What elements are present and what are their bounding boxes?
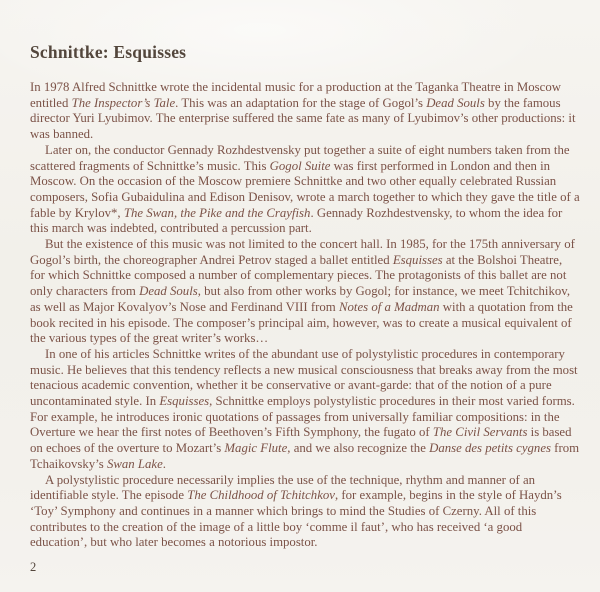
text-run: In 1978 Alfred Schnittke wrote the incidental music for a production at the Taganka Theatre in Moscow entitled [30,80,561,110]
italic-text-run: The Swan, the Pike and the Crayfish [123,205,311,220]
text-run: , but also from other works by Gogol; for instance, we meet Tchitchikov, as well as Major Kovalyov’s Nose and Ferdinand VIII from [30,284,571,314]
italic-text-run: Esquisses [159,394,210,409]
text-run: But the existence of this music was not limited to the concert hall. In 1985, for the 175th anniversary of Gogol’s birth, the choreographer Andrei Petrov staged a ballet entitled [30,237,575,267]
italic-text-run: Notes of a Madman [338,299,440,314]
body-text [30,80,580,551]
italic-text-run: Gogol Suite [269,158,331,173]
italic-text-run: Dead Souls [139,284,198,299]
body-paragraph [30,347,580,473]
text-run: . This was an adaptation for the stage of Gogol’s [175,95,427,110]
text-run: by the famous director Yuri Lyubimov. The enterprise suffered the same fate as many of Lyubimov’s other productions: it was banned. [30,95,576,142]
text-run: at the Bolshoi Theatre, for which Schnittke composed a number of complementary pieces. The protagonists of this ballet are not only characters from [30,252,567,299]
text-run: was first performed in London and then in Moscow. On the occasion of the Moscow premiere Schnittke and two other equally celebrated Russian composers, Sofia Gubaidulina and Edison Denisov, wrote a march together to which they gave the title of a fable by Krylov*, [30,158,580,220]
italic-text-run: The Inspector’s Tale [71,95,176,110]
text-run: A polystylistic procedure necessarily implies the use of the technique, rhythm and manner of an identifiable style. The episode [30,472,536,503]
italic-text-run: Dead Souls [426,95,485,110]
page-number: 2 [30,560,37,574]
text-run: with a quotation from the book recited in his episode. The composer’s principal aim, however, was to create a musical equivalent of the various types of the great writer’s works… [30,299,573,346]
text-run: , Schnittke employs polystylistic procedures in their most varied forms. For example, he introduces ironic quotations of passages from universally familiar compositions: in the Overture we hear the first notes of Beethoven’s Fifth Symphony, the fugato of [30,394,575,440]
body-paragraph [30,473,580,552]
text-run: , and we also recognize the [287,441,430,456]
page-title: Schnittke: Esquisses [30,42,187,62]
body-paragraph [30,143,580,237]
italic-text-run: Esquisses [392,252,443,267]
text-run: from Tchaikovsky’s [30,441,580,471]
italic-text-run: The Civil Servants [432,425,528,440]
italic-text-run: Magic Flute [224,441,288,456]
body-paragraph [30,237,580,347]
body-paragraph [30,80,580,143]
italic-text-run: Danse des petits cygnes [429,441,551,456]
text-run: . [162,456,166,471]
text-run: In one of his articles Schnittke writes of the abundant use of polystylistic procedures in contemporary music. He believes that this tendency reflects a new musical consciousness that breaks away from the most tenacious academic convention, whether it be conservative or avant-garde: that of the notion of a pure uncontaminated style. In [30,346,578,409]
text-run: , for example, begins in the style of Haydn’s ‘Toy’ Symphony and continues in a manner which brings to mind the Studies of Czerny. All of this contributes to the creation of the image of a little boy ‘comme il faut’, who has received ‘a good education’, but who later becomes a notorious impostor. [30,488,562,550]
italic-text-run: The Childhood of Tchitchkov [187,488,335,503]
text-run: Later on, the conductor Gennady Rozhdestvensky put together a suite of eight numbers taken from the scattered fragments of Schnittke’s music. This [30,142,570,173]
text-run: is based on echoes of the overture to Mozart’s [30,425,572,456]
text-run: . Gennady Rozhdestvensky, to whom the idea for this march was indebted, contributed a percussion part. [30,205,563,236]
italic-text-run: Swan Lake [106,456,163,471]
